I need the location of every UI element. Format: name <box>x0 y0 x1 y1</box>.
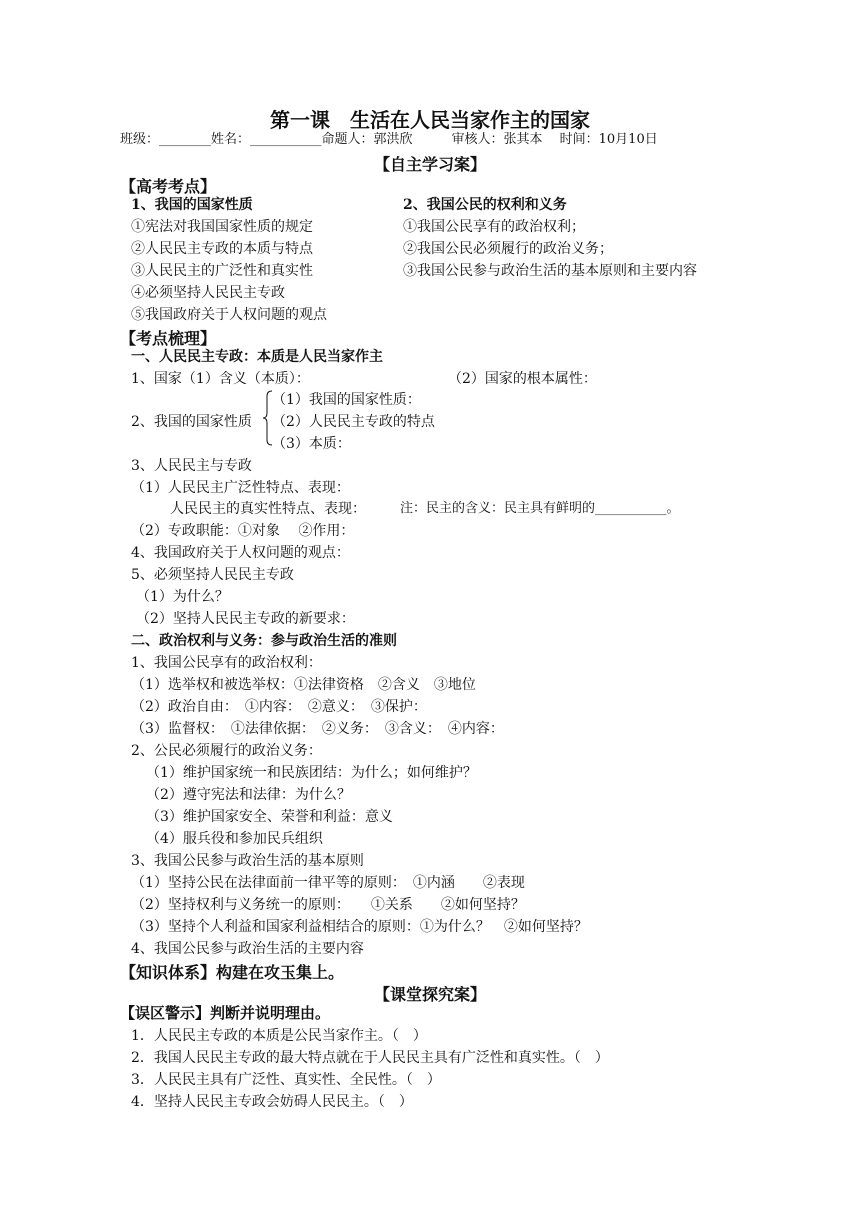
review-line: （1）人民民主广泛性特点、表现： <box>131 480 350 496</box>
review-line: 2、我国的国家性质 <box>131 414 252 430</box>
misconception-item: 4．坚持人民民主专政会妨碍人民民主。（ ） <box>131 1094 413 1110</box>
exam-point-item: ②我国公民必须履行的政治义务； <box>403 241 613 257</box>
review-line: 4、我国公民参与政治生活的主要内容 <box>131 941 364 957</box>
section-self-study: 【自主学习案】 <box>373 155 486 174</box>
review-line: 1、国家（1）含义（本质）： <box>131 371 310 387</box>
exam-point-item: ②人民民主专政的本质与特点 <box>131 241 313 257</box>
exam-points-right-title: 2、我国公民的权利和义务 <box>403 197 567 213</box>
exam-points-left-title: 1、我国的国家性质 <box>131 197 253 213</box>
part2-title: 二、政治权利与义务：参与政治生活的准则 <box>131 633 397 649</box>
exam-point-item: ①宪法对我国国家性质的规定 <box>131 219 313 235</box>
part1-title: 一、人民民主专政：本质是人民当家作主 <box>131 349 383 365</box>
review-line: （1）选举权和被选举权：①法律资格 ②含义 ③地位 <box>131 677 476 693</box>
exam-point-item: ③我国公民参与政治生活的基本原则和主要内容 <box>403 263 697 279</box>
review-line: （1）维护国家统一和民族团结：为什么；如何维护？ <box>146 765 477 781</box>
review-line: （2）政治自由： ①内容： ②意义： ③保护： <box>131 699 427 715</box>
exam-points-heading: 【高考考点】 <box>120 177 217 196</box>
misconception-heading: 【误区警示】判断并说明理由。 <box>120 1004 331 1022</box>
review-line: （2）遵守宪法和法律：为什么？ <box>146 787 351 803</box>
exam-point-item: ④必须坚持人民民主专政 <box>131 285 285 301</box>
review-line: （2）国家的根本属性： <box>448 371 597 387</box>
review-line: 1、我国公民享有的政治权利： <box>131 655 322 671</box>
review-line: 5、必须坚持人民民主专政 <box>131 567 294 583</box>
info-line: 班级：________姓名：___________命题人：郭洪欣 审核人：张其本 时间：10月10日 <box>120 132 658 147</box>
review-line: 3、人民民主与专政 <box>131 458 252 474</box>
misconception-item: 2．我国人民民主专政的最大特点就在于人民民主具有广泛性和真实性。（ ） <box>131 1050 609 1066</box>
review-heading: 【考点梳理】 <box>120 329 217 348</box>
review-line: （1）坚持公民在法律面前一律平等的原则： ①内涵 ②表现 <box>131 875 525 891</box>
review-sub-line: （1）我国的国家性质： <box>272 392 421 408</box>
exam-point-item: ③人民民主的广泛性和真实性 <box>131 263 313 279</box>
review-sub-line: （2）人民民主专政的特点 <box>272 414 435 430</box>
review-line: 人民民主的真实性特点、表现： <box>170 501 366 517</box>
review-sub-line: （3）本质： <box>272 436 351 452</box>
review-line: （2）坚持人民民主专政的新要求： <box>136 611 355 627</box>
exam-point-item: ⑤我国政府关于人权问题的观点 <box>131 307 327 323</box>
misconception-item: 1．人民民主专政的本质是公民当家作主。（ ） <box>131 1028 427 1044</box>
review-line: 4、我国政府关于人权问题的观点： <box>131 545 350 561</box>
misconception-item: 3．人民民主具有广泛性、真实性、全民性。（ ） <box>131 1072 441 1088</box>
review-line: （4）服兵役和参加民兵组织 <box>146 831 323 847</box>
review-line: 3、我国公民参与政治生活的基本原则 <box>131 853 364 869</box>
page-title: 第一课 生活在人民当家作主的国家 <box>270 108 590 132</box>
review-line: 2、公民必须履行的政治义务： <box>131 743 322 759</box>
review-line: （2）专政职能：①对象 ②作用： <box>131 523 355 539</box>
exam-point-item: ①我国公民享有的政治权利； <box>403 219 585 235</box>
review-note: 注：民主的含义：民主具有鲜明的___________。 <box>400 501 680 516</box>
review-line: （3）监督权： ①法律依据： ②义务： ③含义： ④内容： <box>131 721 504 737</box>
review-line: （3）坚持个人利益和国家利益相结合的原则：①为什么？ ②如何坚持？ <box>131 919 588 935</box>
knowledge-system: 【知识体系】构建在攻玉集上。 <box>120 963 345 982</box>
review-line: （3）维护国家安全、荣誉和利益：意义 <box>146 809 393 825</box>
section-class-inquiry: 【课堂探究案】 <box>373 985 486 1004</box>
review-line: （2）坚持权利与义务统一的原则： ①关系 ②如何坚持？ <box>131 897 525 913</box>
review-line: （1）为什么？ <box>136 589 229 605</box>
